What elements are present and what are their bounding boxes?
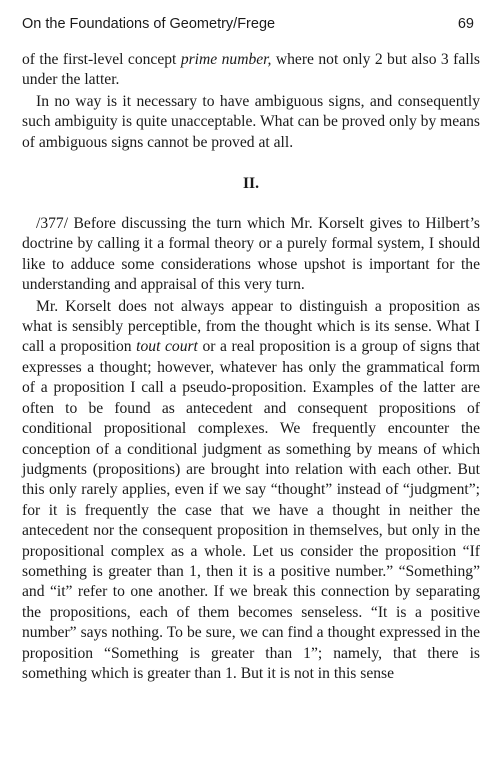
paragraph-text: Mr. Korselt does not always appear to distinguish a proposition as what is sensibly perceptible, from the thought which is its sense. What I call a proposition bbox=[22, 297, 480, 356]
page-number: 69 bbox=[457, 16, 474, 32]
running-head bbox=[22, 14, 480, 34]
section-heading: II. bbox=[242, 175, 260, 193]
emphasis-prime-number: prime number, bbox=[180, 51, 272, 68]
paragraph-proposition-thought bbox=[22, 297, 480, 685]
book-page bbox=[22, 14, 480, 684]
paragraph-ambiguous-signs: In no way is it necessary to have ambiguous signs, and consequently such ambiguity is quite unacceptable. What can be proved only by means of ambiguous signs cannot be proved at all. bbox=[22, 92, 480, 151]
paragraph-text: of the first-level concept bbox=[22, 51, 181, 68]
paragraph-korselt-turn: /377/ Before discussing the turn which Mr. Korselt gives to Hilbert’s doctrine by calling it a formal theory or a purely formal system, I should like to adduce some considerations whose upshot is important for the understanding and appraisal of this very turn. bbox=[22, 215, 480, 294]
paragraph-text: or a real proposition is a group of signs that expresses a thought; however, whatever has only the grammatical form of a proposition I call a pseudo-proposition. Examples of the latter are often to be found as antecedent and consequent propositions of conditional propositional complexes. We frequently encounter the conception of a conditional judgment as something by means of which judgments (propositions) are brought into relation with each other. But this only rarely applies, even if we say “thought” instead of “judgment”; for it is frequently the case that we have a thought in neither the antecedent nor the consequent proposition in themselves, but only in the propositional complex as a whole. Let us consider the proposition “If something is greater than 1, then it is a positive number.” “Something” and “it” refer to one another. If we break this connection by separating the propositions, each of them becomes senseless. “It is a positive number” says nothing. To be sure, we can find a thought expressed in the proposition “Something is greater than 1”; namely, that there is something which is greater than 1. But it is not in this sense bbox=[22, 338, 480, 682]
running-title: On the Foundations of Geometry/Frege bbox=[22, 16, 276, 32]
paragraph-text: where not only 2 but also 3 falls under the latter. bbox=[22, 51, 480, 89]
paragraph-continued bbox=[22, 50, 480, 91]
emphasis-tout-court: tout court bbox=[136, 338, 198, 356]
